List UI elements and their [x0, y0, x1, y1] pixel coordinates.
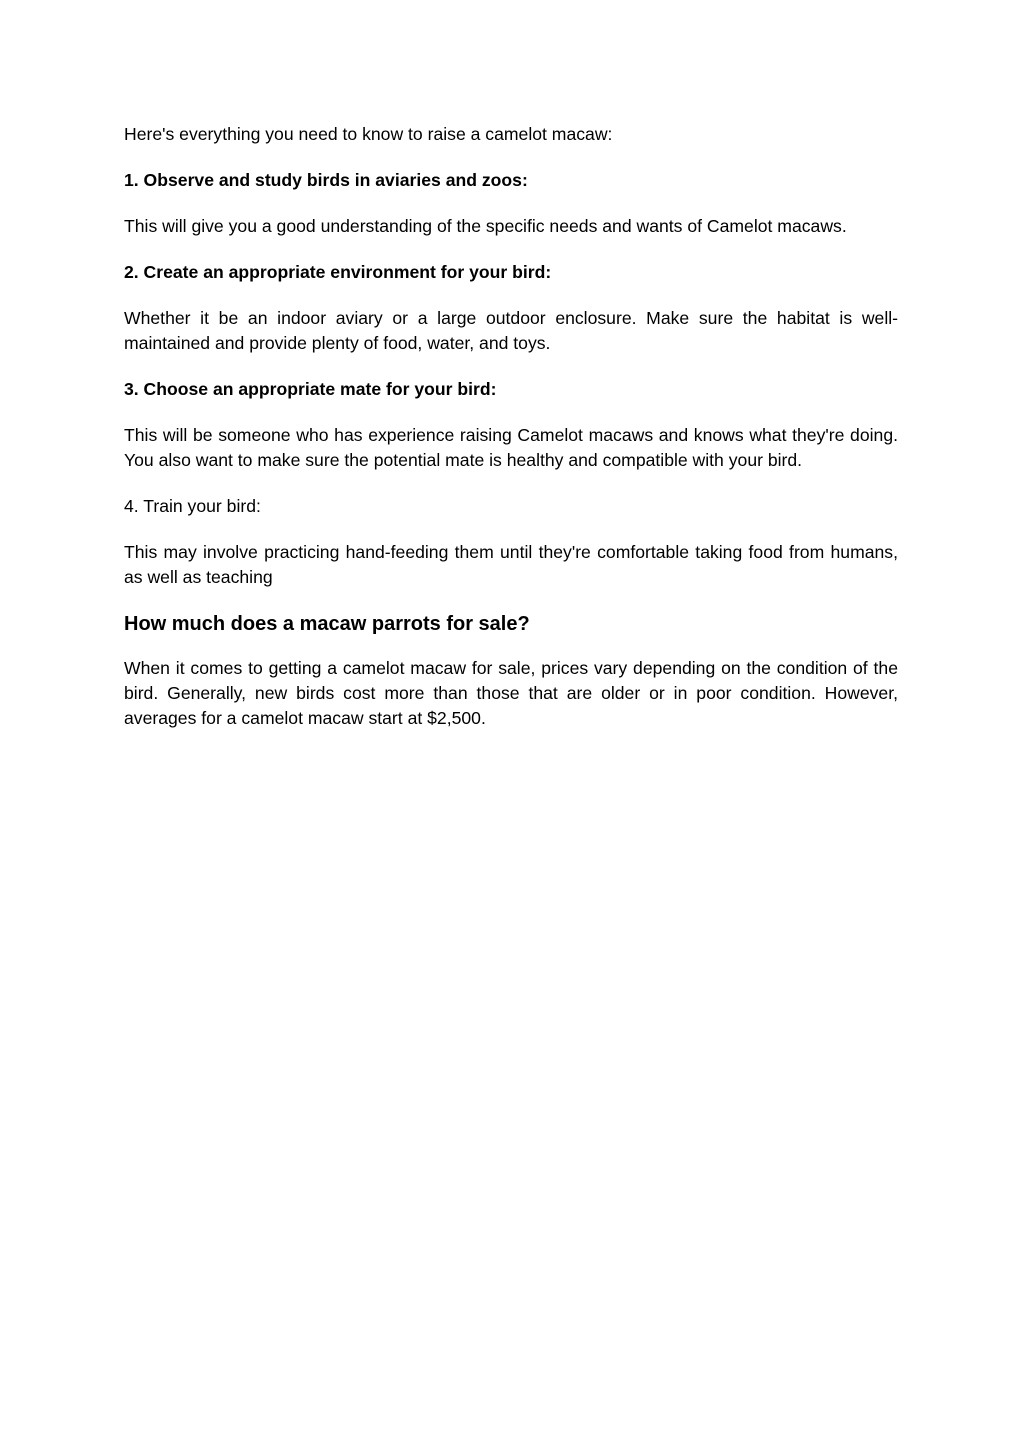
step-4-body: This may involve practicing hand-feeding them until they're comfortable taking food from humans, as well as teaching: [124, 542, 898, 587]
intro-paragraph: Here's everything you need to know to raise a camelot macaw:: [124, 124, 613, 144]
step-1-body: This will give you a good understanding of the specific needs and wants of Camelot macaws.: [124, 216, 847, 236]
document-page: [124, 122, 898, 752]
section-body: When it comes to getting a camelot macaw for sale, prices vary depending on the condition of the bird. Generally, new birds cost more than those that are older or in poor condition. However, averages for a camelot macaw start at $2,500.: [124, 658, 898, 728]
step-2-heading: 2. Create an appropriate environment for your bird:: [124, 262, 552, 282]
step-3-heading: 3. Choose an appropriate mate for your bird:: [124, 379, 497, 399]
step-1-heading: 1. Observe and study birds in aviaries and zoos:: [124, 170, 528, 190]
step-4-heading: 4. Train your bird:: [124, 496, 261, 516]
step-3-body: This will be someone who has experience raising Camelot macaws and knows what they're doing. You also want to make sure the potential mate is healthy and compatible with your bird.: [124, 425, 898, 470]
step-2-body: Whether it be an indoor aviary or a large outdoor enclosure. Make sure the habitat is well-maintained and provide plenty of food, water, and toys.: [124, 308, 898, 353]
section-heading: How much does a macaw parrots for sale?: [124, 613, 530, 635]
